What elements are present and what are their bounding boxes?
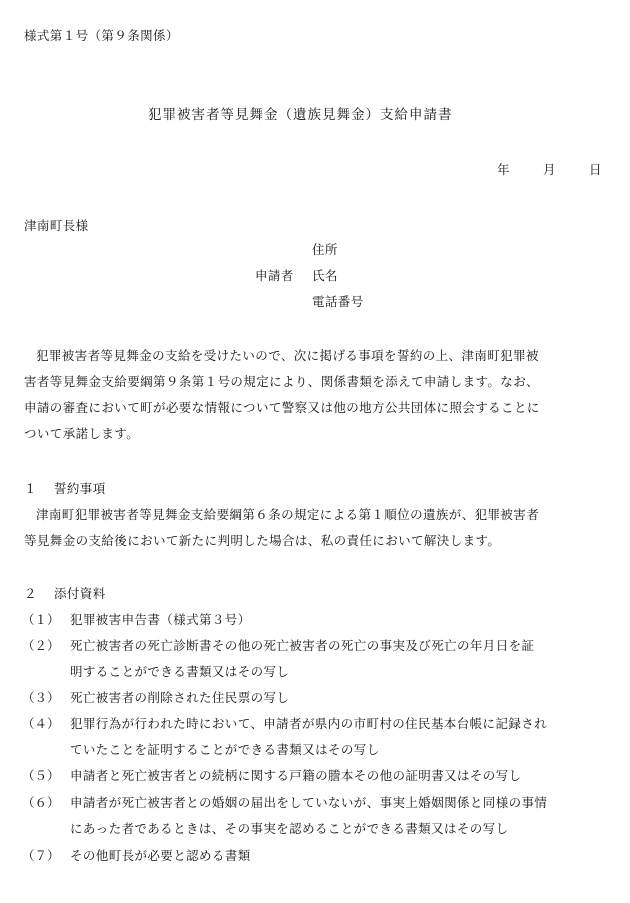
- attachment-item-text: 死亡被害者の削除された住民票の写し: [70, 690, 290, 705]
- addressee: 津南町長様: [24, 218, 89, 233]
- intro-line: ついて承諾します。: [24, 426, 140, 441]
- intro-line: 犯罪被害者等見舞金の支給を受けたいので、次に掲げる事項を誓約の上、津南町犯罪被: [36, 348, 539, 363]
- attachment-item-number: （２）: [22, 638, 60, 653]
- form-label: 様式第１号（第９条関係）: [24, 28, 179, 43]
- date-line: [497, 162, 602, 178]
- intro-line: 害者等見舞金支給要綱第９条第１号の規定により、関係書類を添えて申請します。なお、: [24, 374, 540, 389]
- attachment-item-number: （５）: [22, 768, 60, 783]
- section2-number: ２: [24, 586, 37, 601]
- attachment-item-number: （３）: [22, 690, 60, 705]
- attachment-item-text: 犯罪被害申告書（様式第３号）: [70, 612, 251, 627]
- date-day-label: 日: [589, 162, 602, 177]
- applicant-label: 申請者: [255, 268, 294, 283]
- attachment-item-text: 明することができる書類又はその写し: [70, 664, 290, 679]
- attachment-item-text: 申請者が死亡被害者との婚姻の届出をしていないが、事実上婚姻関係と同様の事情: [70, 795, 548, 810]
- attachment-item-number: （６）: [22, 795, 60, 810]
- attachment-item-text: その他町長が必要と認める書類: [70, 848, 251, 863]
- section1-number: １: [24, 481, 37, 496]
- attachment-item-number: （１）: [22, 612, 60, 627]
- address-label: 住所: [312, 242, 338, 257]
- intro-line: 申請の審査において町が必要な情報について警察又は他の地方公共団体に照会することに: [24, 400, 540, 415]
- attachment-item-number: （７）: [22, 848, 60, 863]
- section1-heading: 誓約事項: [54, 481, 106, 496]
- section1-line: 等見舞金の支給後において新たに判明した場合は、私の責任において解決します。: [24, 533, 501, 548]
- date-year-label: 年: [497, 162, 510, 177]
- section1-line: 津南町犯罪被害者等見舞金支給要綱第６条の規定による第１順位の遺族が、犯罪被害者: [36, 507, 540, 522]
- section2-heading: 添付資料: [54, 586, 106, 601]
- date-month-label: 月: [543, 162, 556, 177]
- document-title: 犯罪被害者等見舞金（遺族見舞金）支給申請書: [148, 107, 453, 123]
- phone-label: 電話番号: [312, 294, 364, 309]
- attachment-item-text: 死亡被害者の死亡診断書その他の死亡被害者の死亡の事実及び死亡の年月日を証: [70, 638, 535, 653]
- attachment-item-text: ていたことを証明することができる書類又はその写し: [70, 742, 380, 757]
- attachment-item-number: （４）: [22, 716, 60, 731]
- attachment-item-text: にあった者であるときは、その事実を認めることができる書類又はその写し: [70, 821, 509, 836]
- attachment-item-text: 犯罪行為が行われた時において、申請者が県内の市町村の住民基本台帳に記録され: [70, 716, 548, 731]
- attachment-item-text: 申請者と死亡被害者との続柄に関する戸籍の謄本その他の証明書又はその写し: [70, 768, 522, 783]
- name-label: 氏名: [312, 268, 338, 283]
